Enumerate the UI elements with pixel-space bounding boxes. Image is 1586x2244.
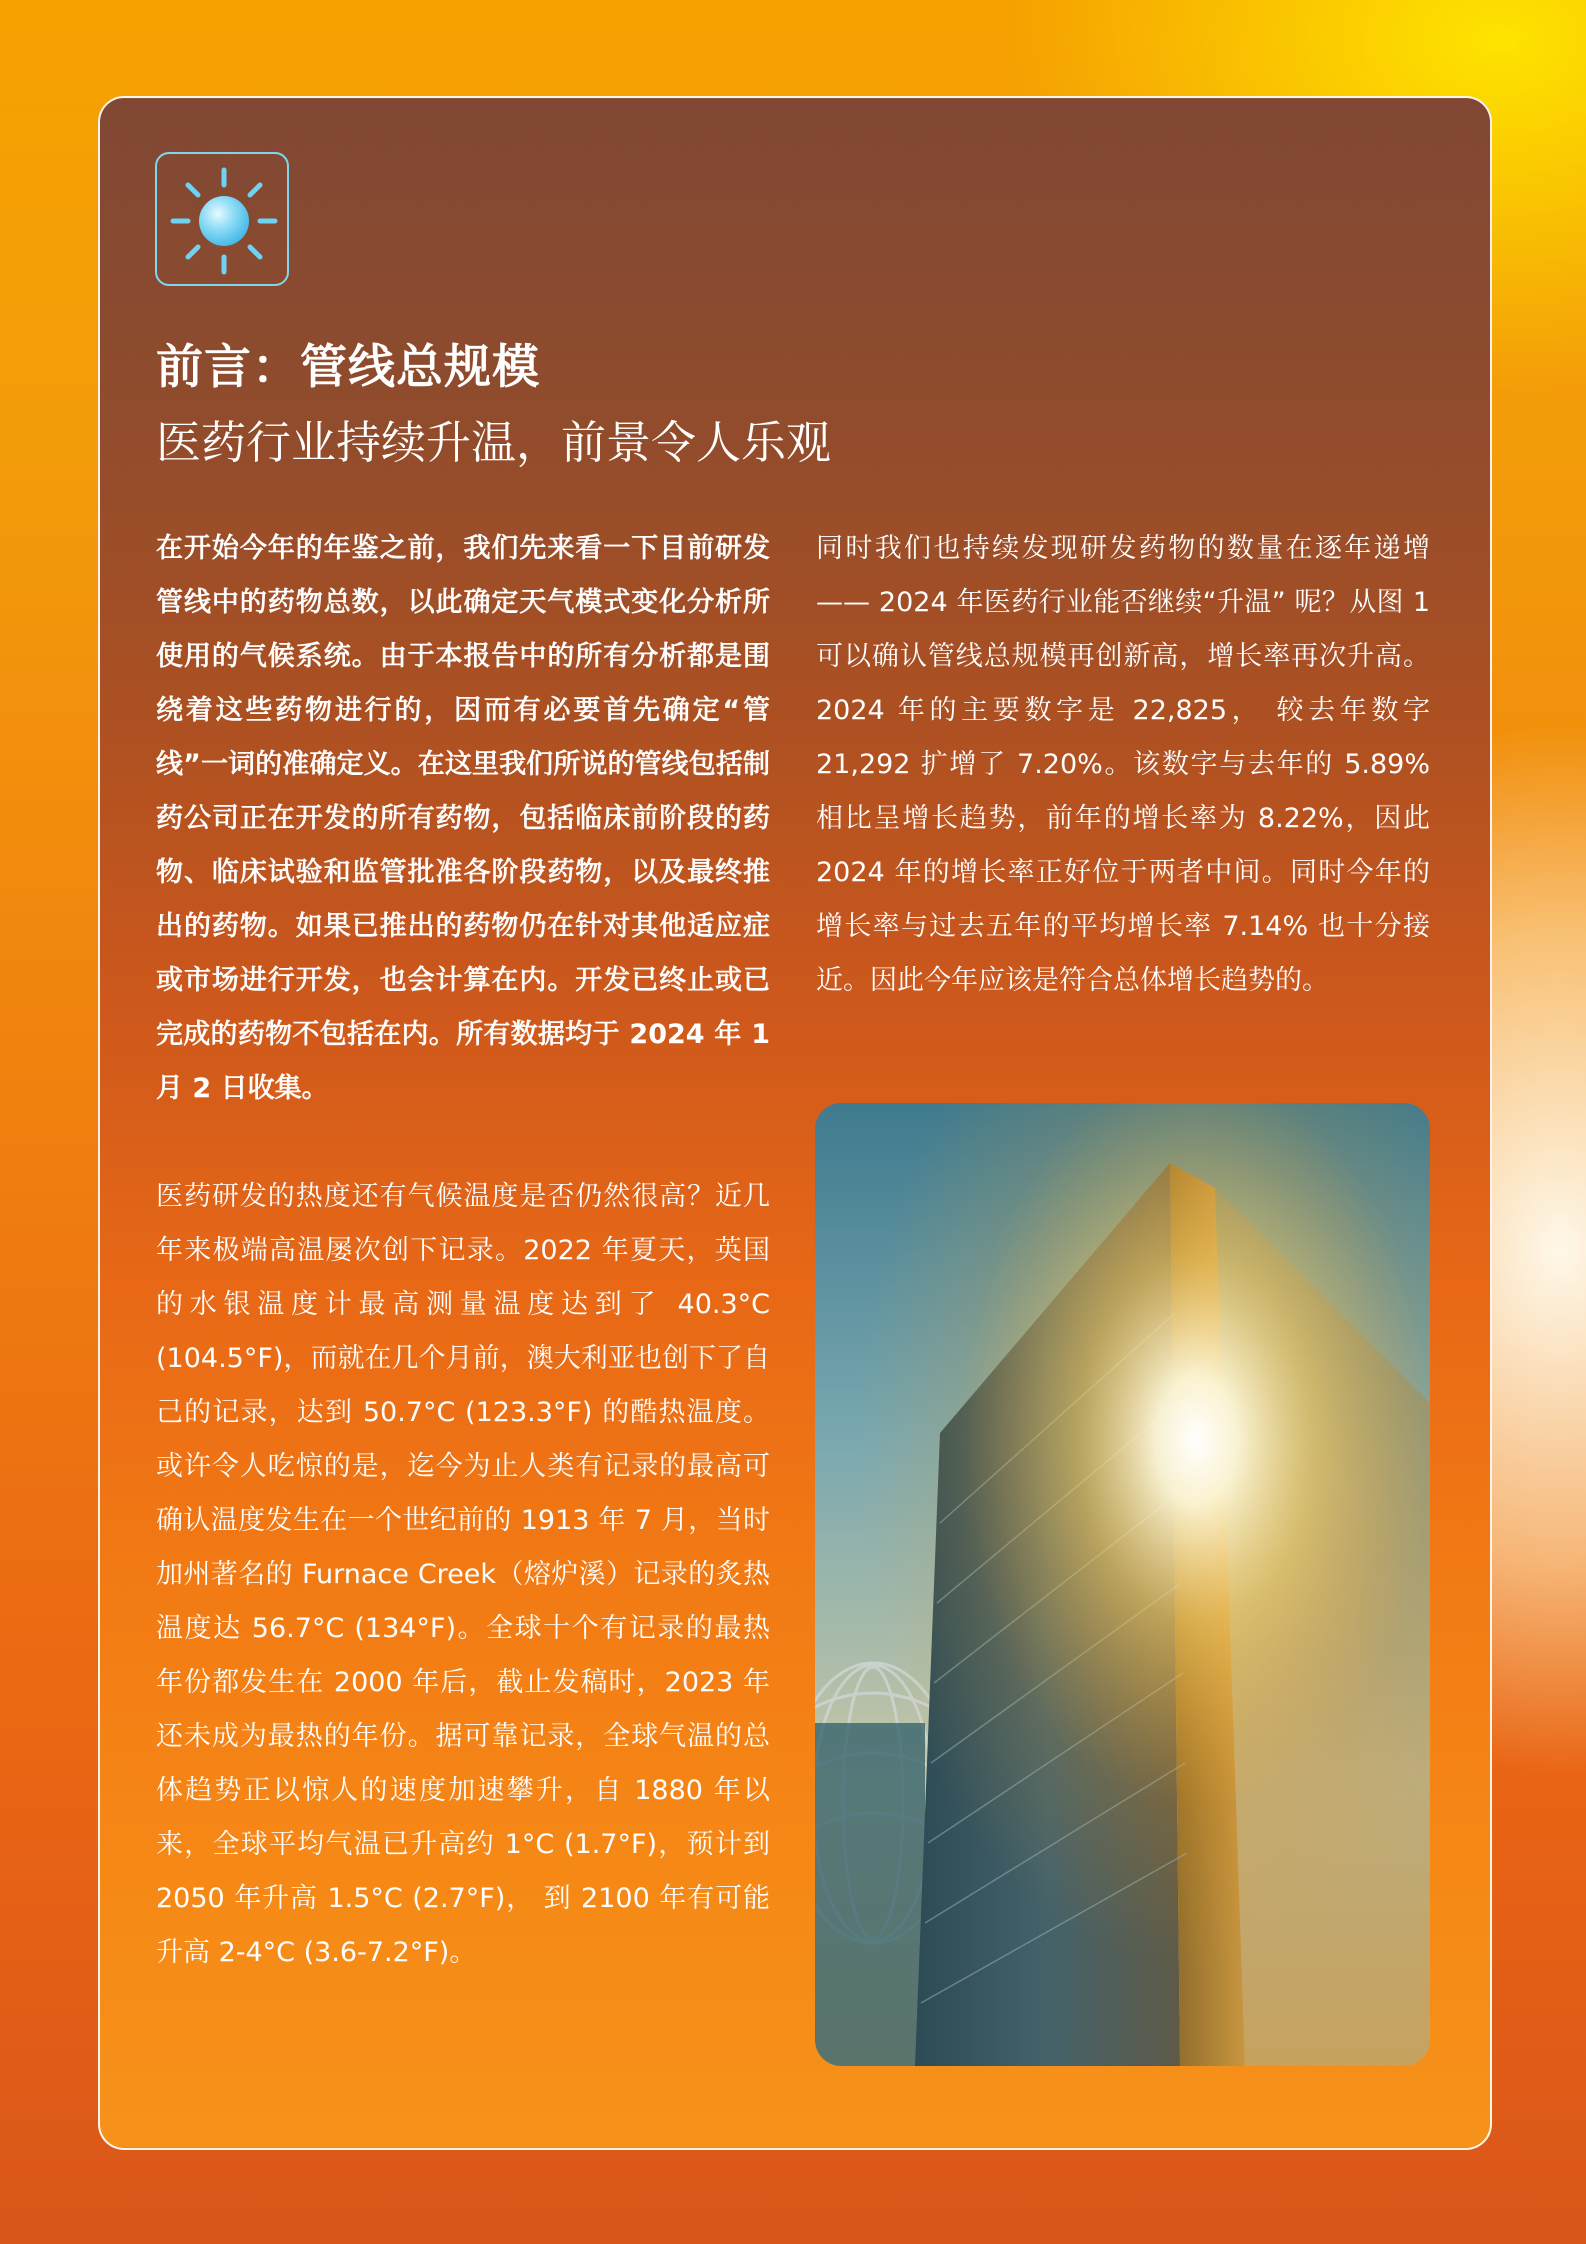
climate-paragraph: 医药研发的热度还有气候温度是否仍然很高？近几年来极端高温屡次创下记录。2022 年夏天，英国的水银温度计最高测量温度达到了 40.3°C (104.5°F)，而就在几个月前，澳大利亚也创下了自己的记录，达到 50.7°C (123.3°F) 的酷热温度。或许令人吃惊的是，迄今为止人类有记录的最高可确认温度发生在一个世纪前的 1913 年 7 月，当时加州著名的 Furnace Creek（熔炉溪）记录的炙热温度达 56.7°C (134°F)。全球十个有记录的最热年份都发生在 2000 年后，截止发稿时，2023 年还未成为最热的年份。据可靠记录，全球气温的总体趋势正以惊人的速度加速攀升，自 1880 年以来，全球平均气温已升高约 1°C (1.7°F)，预计到 2050 年升高 1.5°C (2.7°F)， 到 2100 年有可能升高 2-4°C (3.6-7.2°F)。	[156, 1181, 770, 1968]
page-subtitle: 医药行业持续升温，前景令人乐观	[156, 416, 832, 469]
growth-paragraph: 同时我们也持续发现研发药物的数量在逐年递增 —— 2024 年医药行业能否继续“升温” 呢？从图 1 可以确认管线总规模再创新高，增长率再次升高。2024 年的主要数字是 22,825， 较去年数字 21,292 扩增了 7.20%。该数字与去年的 5.89% 相比呈增长趋势，前年的增长率为 8.22%，因此 2024 年的增长率正好位于两者中间。同时今年的增长率与过去五年的平均增长率 7.14% 也十分接近。因此今年应该是符合总体增长趋势的。	[816, 533, 1430, 996]
right-column	[816, 522, 1430, 1008]
page-title: 前言：管线总规模	[156, 340, 540, 395]
sun-icon	[155, 152, 289, 286]
intro-paragraph: 在开始今年的年鉴之前，我们先来看一下目前研发管线中的药物总数，以此确定天气模式变化分析所使用的气候系统。由于本报告中的所有分析都是围绕着这些药物进行的，因而有必要首先确定“管线”一词的准确定义。在这里我们所说的管线包括制药公司正在开发的所有药物，包括临床前阶段的药物、临床试验和监管批准各阶段药物，以及最终推出的药物。如果已推出的药物仍在针对其他适应症或市场进行开发，也会计算在内。开发已终止或已完成的药物不包括在内。所有数据均于 2024 年 1 月 2 日收集。	[156, 533, 770, 1104]
skyscraper-sunlight-photo	[815, 1103, 1430, 2066]
left-column	[156, 522, 770, 1980]
